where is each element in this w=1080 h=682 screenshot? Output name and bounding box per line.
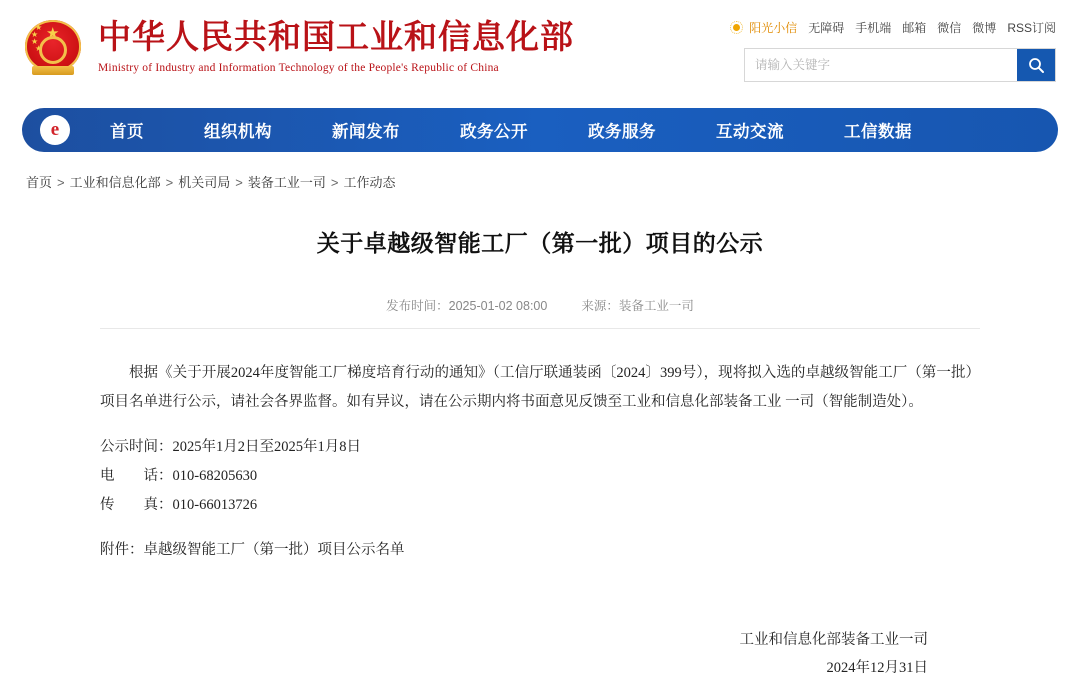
breadcrumb-item-3[interactable]: 装备工业一司 <box>247 175 326 190</box>
site-title-cn: 中华人民共和国工业和信息化部 <box>98 19 574 56</box>
breadcrumb-separator: > <box>330 175 339 190</box>
article-meta <box>100 296 980 329</box>
breadcrumb-item-1[interactable]: 工业和信息化部 <box>69 175 161 190</box>
breadcrumb-item-2[interactable]: 机关司局 <box>178 175 231 190</box>
breadcrumb <box>22 172 1058 191</box>
site-logo-area[interactable] <box>0 0 574 78</box>
article-body <box>100 359 980 565</box>
article-signature <box>100 627 980 682</box>
site-header <box>0 0 1080 108</box>
search-icon <box>1028 57 1045 74</box>
signature-date: 2024年12月31日 <box>826 659 928 676</box>
national-emblem-icon: ★ ★ ★ ★ ★ <box>22 16 84 78</box>
source-value: 装备工业一司 <box>618 299 694 313</box>
header-utilities <box>726 18 1056 82</box>
utility-link-accessibility[interactable]: 无障碍 <box>808 20 845 35</box>
utility-link-wechat[interactable]: 微信 <box>937 20 962 35</box>
sun-icon <box>730 21 743 34</box>
article-paragraph-main: 根据《关于开展2024年度智能工厂梯度培育行动的通知》（工信厅联通装函〔2024〕399号），现将拟入选的卓越级智能工厂（第一批）项目名单进行公示，请社会各界监督。如有异议，请在公示期内将书面意见反馈至工业和信息化部装备工业 一司（智能制造处）。 <box>100 365 980 410</box>
nav-logo-icon[interactable]: e <box>40 115 70 145</box>
breadcrumb-item-0[interactable]: 首页 <box>26 175 53 190</box>
publish-time-value: 2025-01-02 08:00 <box>448 299 548 313</box>
contact-phone: 电 话：010-68205630 <box>100 468 258 484</box>
nav-item-news[interactable]: 新闻发布 <box>332 123 400 141</box>
nav-item-data[interactable]: 工信数据 <box>844 123 912 141</box>
utility-link-list <box>726 18 1056 36</box>
attachment-link[interactable]: 附件：卓越级智能工厂（第一批）项目公示名单 <box>100 542 405 558</box>
contact-fax: 传 真：010-66013726 <box>100 497 258 513</box>
source-label: 来源： <box>581 299 619 313</box>
site-title-en: Ministry of Industry and Information Technology of the People's Republic of China <box>98 62 499 75</box>
utility-link-rss[interactable]: RSS订阅 <box>1007 20 1056 35</box>
breadcrumb-separator: > <box>57 175 65 190</box>
search-bar[interactable] <box>744 48 1056 82</box>
nav-item-interaction[interactable]: 互动交流 <box>716 123 784 141</box>
utility-link-weibo[interactable]: 微博 <box>972 20 997 35</box>
utility-link-mail[interactable]: 邮箱 <box>902 20 927 35</box>
nav-item-organization[interactable]: 组织机构 <box>204 123 272 141</box>
notice-period: 公示时间：2025年1月2日至2025年1月8日 <box>100 439 361 455</box>
nav-item-government-services[interactable]: 政务服务 <box>588 123 656 141</box>
utility-link-sunshine[interactable]: 阳光小信 <box>749 20 798 35</box>
nav-item-government-openness[interactable]: 政务公开 <box>460 123 528 141</box>
breadcrumb-item-4[interactable]: 工作动态 <box>343 175 396 190</box>
main-navigation <box>22 108 1058 152</box>
search-button[interactable] <box>1017 49 1055 81</box>
breadcrumb-separator: > <box>165 175 174 190</box>
article <box>100 191 980 682</box>
breadcrumb-separator: > <box>235 175 243 190</box>
utility-link-mobile[interactable]: 手机端 <box>855 20 892 35</box>
nav-item-home[interactable]: 首页 <box>110 123 144 141</box>
publish-time-label: 发布时间： <box>386 299 449 313</box>
page-title: 关于卓越级智能工厂（第一批）项目的公示 <box>316 231 764 256</box>
search-input[interactable] <box>745 49 1017 81</box>
signature-org: 工业和信息化部装备工业一司 <box>739 632 928 648</box>
